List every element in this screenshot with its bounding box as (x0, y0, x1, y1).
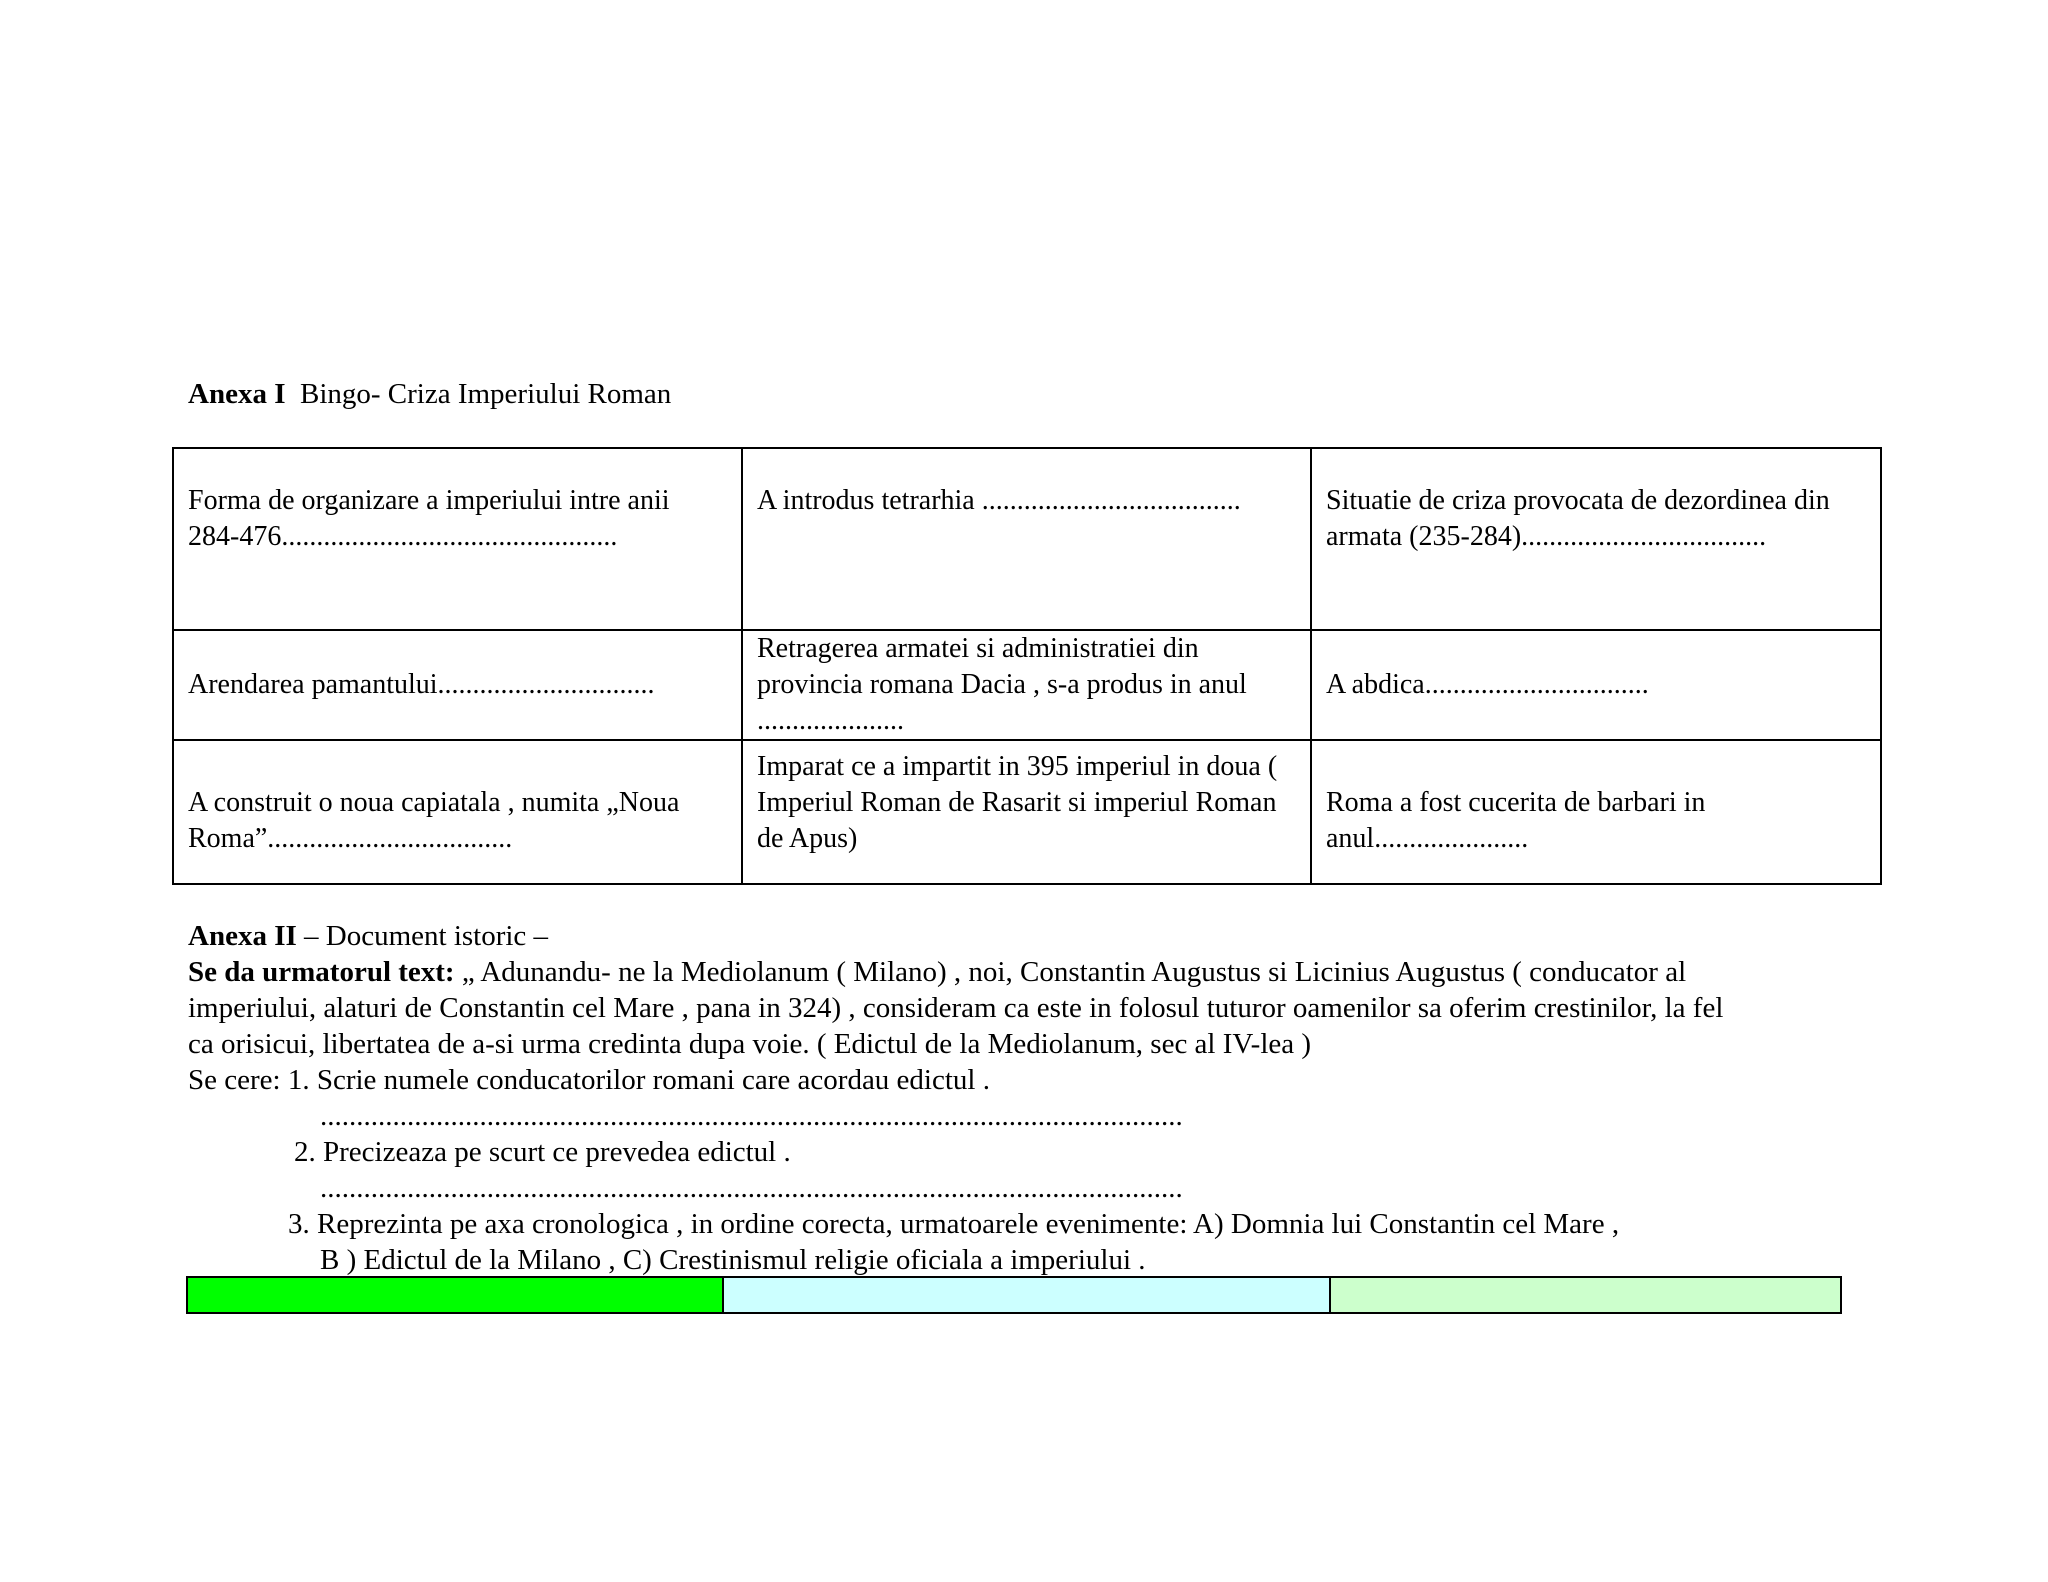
bingo-cell: Arendarea pamantului............................... (173, 630, 742, 740)
annex2-title-text: – Document istoric – (296, 920, 549, 952)
bingo-cell: Retragerea armatei si administratiei din provincia romana Dacia , s-a produs in anul ..................... (742, 630, 1311, 740)
annex1-title-text: Bingo- Criza Imperiului Roman (299, 378, 672, 410)
timeline-segment-3 (1331, 1278, 1840, 1312)
question-3: 3. Reprezinta pe axa cronologica , in ordine corecta, urmatoarele evenimente: A) Domnia lui Constantin cel Mare , (288, 1208, 1620, 1240)
bingo-cell: Situatie de criza provocata de dezordinea din armata (235-284)................................... (1311, 448, 1881, 630)
timeline-segment-1 (188, 1278, 724, 1312)
bingo-cell: Forma de organizare a imperiului intre anii 284-476................................................ (173, 448, 742, 630)
question-2: 2. Precizeaza pe scurt ce prevedea edictul . (294, 1136, 791, 1168)
table-row (173, 740, 1881, 884)
bingo-cell: Imparat ce a impartit in 395 imperiul in doua ( Imperiul Roman de Rasarit si imperiul Roman de Apus) (742, 740, 1311, 884)
document-text-line-1 (188, 954, 1878, 990)
annex2-section (188, 918, 1878, 1278)
bingo-cell: A introdus tetrarhia ..................................... (742, 448, 1311, 630)
table-row (173, 448, 1881, 630)
annex2-title (188, 918, 1878, 954)
bingo-cell: A abdica................................ (1311, 630, 1881, 740)
document-text-line-2: imperiului, alaturi de Constantin cel Mare , pana in 324) , consideram ca este in folosul tuturor oamenilor sa oferim crestinilor, la fel (188, 992, 1724, 1024)
document-text-label: Se da urmatorul text: (188, 956, 455, 988)
question-3-continued: B ) Edictul de la Milano , C) Crestinismul religie oficiala a imperiului . (320, 1244, 1146, 1276)
annex2-title-bold: Anexa II (188, 920, 297, 952)
bingo-table (172, 447, 1882, 885)
answer-line-2: ....................................................................................................................... (320, 1172, 1183, 1204)
question-1: Se cere: 1. Scrie numele conducatorilor romani care acordau edictul . (188, 1064, 990, 1096)
answer-line-1: ....................................................................................................................... (320, 1100, 1183, 1132)
document-text-start: „ Adunandu- ne la Mediolanum ( Milano) , noi, Constantin Augustus si Licinius Augustus ( conducator al (454, 956, 1687, 988)
document-text-line-3: ca orisicui, libertatea de a-si urma credinta dupa voie. ( Edictul de la Mediolanum, sec al IV-lea ) (188, 1028, 1312, 1060)
annex1-title-bold: Anexa I (188, 378, 286, 410)
annex1-title (188, 376, 671, 412)
bingo-cell: A construit o noua capiatala , numita „Noua Roma”................................... (173, 740, 742, 884)
table-row (173, 630, 1881, 740)
chronological-axis (186, 1276, 1842, 1314)
bingo-cell: Roma a fost cucerita de barbari in anul...................... (1311, 740, 1881, 884)
timeline-segment-2 (724, 1278, 1331, 1312)
